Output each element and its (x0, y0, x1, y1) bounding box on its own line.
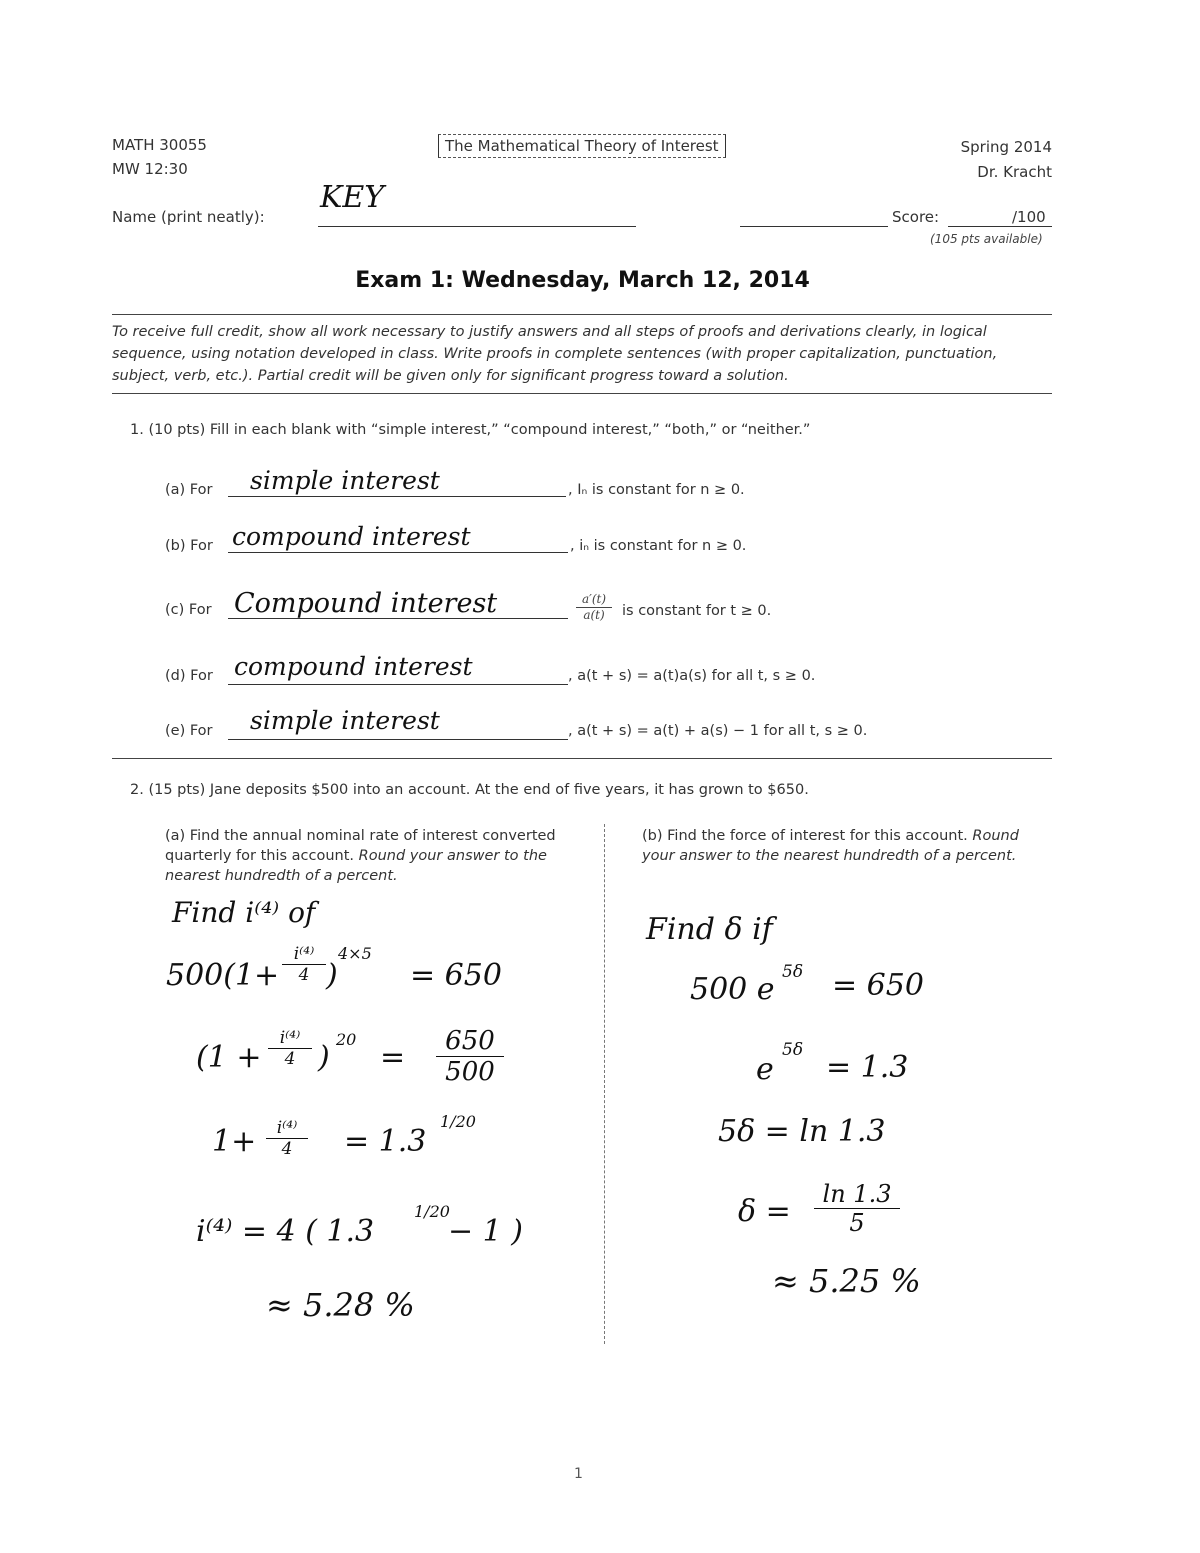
q2a-eq2-frac-den: 4 (284, 1049, 296, 1069)
q1c-frac-num: a′(t) (576, 592, 612, 608)
q2a-eq1-frac-den: 4 (298, 965, 310, 985)
q2b-eq2-exp: 5δ (782, 1040, 804, 1060)
q1c-answer: Compound interest (234, 588, 498, 619)
q1d-label: (d) For (165, 668, 213, 684)
q1-prompt: 1. (10 pts) Fill in each blank with “simple interest,” “compound interest,” “both,” or “neither.” (130, 422, 811, 438)
q1a-answer: simple interest (250, 466, 440, 495)
q2a-eq3-frac-den: 4 (281, 1139, 293, 1159)
q1b-blank (228, 552, 568, 553)
instructions-bottom-rule (112, 393, 1052, 394)
q2a-text: (a) Find the annual nominal rate of interest converted quarterly for this account. (165, 828, 556, 864)
q1c-frac-den: a(t) (583, 608, 605, 622)
q2a-eq3-left: 1+ (212, 1124, 257, 1159)
q2a-eq1-frac-num: i⁽⁴⁾ (282, 944, 326, 965)
q2b-prompt (642, 826, 1052, 866)
q2a-eq3-frac-num: i⁽⁴⁾ (266, 1118, 308, 1139)
q2b-eq4-frac (814, 1180, 900, 1237)
q1-bottom-rule (112, 758, 1052, 759)
q2a-eq2-left: (1 + (196, 1040, 262, 1075)
q2a-eq3-right: = 1.3 (344, 1124, 427, 1159)
instructor: Dr. Kracht (977, 163, 1052, 181)
q2b-eq1-left: 500 e (690, 972, 775, 1007)
q1a-tail: , Iₙ is constant for n ≥ 0. (568, 482, 745, 498)
score-line (948, 226, 1052, 227)
q2a-eq4-right: − 1 ) (448, 1214, 523, 1249)
term: Spring 2014 (960, 138, 1052, 156)
q2a-eq4-exp: 1/20 (414, 1202, 450, 1221)
exam-title: Exam 1: Wednesday, March 12, 2014 (355, 268, 810, 293)
q2a-eq1-paren: ) (326, 958, 338, 993)
instructions-top-rule (112, 314, 1052, 315)
q2a-eq2-equals: = (380, 1040, 406, 1075)
q2b-eq2-left: e (756, 1052, 774, 1087)
q1d-tail: , a(t + s) = a(t)a(s) for all t, s ≥ 0. (568, 668, 816, 684)
q1d-answer: compound interest (234, 652, 473, 681)
q1d-blank (228, 684, 568, 685)
q2b-work-find: Find δ if (646, 912, 773, 947)
q2a-eq2-rhs-den: 500 (445, 1057, 495, 1087)
q2a-eq1-exp: 4×5 (338, 944, 372, 963)
q2b-eq2-right: = 1.3 (826, 1050, 909, 1085)
q2-prompt: 2. (15 pts) Jane deposits $500 into an account. At the end of five years, it has grown to $650. (130, 782, 809, 798)
q2a-answer: ≈ 5.28 % (266, 1286, 415, 1324)
q1e-tail: , a(t + s) = a(t) + a(s) − 1 for all t, s ≥ 0. (568, 723, 868, 739)
q2b-eq4-frac-den: 5 (849, 1209, 865, 1237)
q2a-eq3-exp: 1/20 (440, 1112, 476, 1131)
q1c-label: (c) For (165, 602, 212, 618)
score-total: /100 (1012, 208, 1046, 226)
name-line (318, 226, 636, 227)
q1b-tail: , iₙ is constant for n ≥ 0. (570, 538, 747, 554)
q1a-blank (228, 496, 566, 497)
q2b-eq4-frac-num: ln 1.3 (814, 1180, 900, 1209)
q2b-eq1-right: = 650 (832, 968, 924, 1003)
q1c-tail: is constant for t ≥ 0. (622, 603, 772, 619)
instructions: To receive full credit, show all work necessary to justify answers and all steps of proofs and derivations clearly, in logical sequence, using notation developed in class. Write proofs in complete sentences (with proper capitalization, punctuation, subject, verb, etc.). Partial credit will be given only for significant progress toward a solution. (112, 324, 998, 384)
q2a-round: Round your answer to the nearest hundredth of a percent. (165, 848, 547, 884)
name-value: KEY (320, 180, 385, 215)
q1b-answer: compound interest (232, 522, 471, 551)
q2a-eq2-exp: 20 (336, 1030, 357, 1049)
q1a-label: (a) For (165, 482, 213, 498)
course-title: The Mathematical Theory of Interest (438, 134, 726, 158)
course-code: MATH 30055 (112, 136, 207, 154)
q2a-work-eq1-frac (282, 944, 326, 985)
q2a-eq1-right: = 650 (410, 958, 502, 993)
q1c-fraction (576, 592, 612, 623)
points-available: (105 pts available) (930, 232, 1043, 246)
q2b-round: Round your answer to the nearest hundredth of a percent. (642, 828, 1019, 864)
q2b-eq4-left: δ = (738, 1194, 791, 1229)
q2a-work-eq1-left: 500(1+ (166, 958, 280, 993)
q2b-eq1-exp: 5δ (782, 962, 804, 982)
q2a-work-find: Find i⁽⁴⁾ of (172, 896, 316, 929)
q2a-eq2-frac (268, 1028, 312, 1069)
page-number: 1 (574, 1466, 583, 1482)
q2a-prompt (165, 826, 573, 886)
q2b-text: (b) Find the force of interest for this account. (642, 828, 968, 844)
q1b-label: (b) For (165, 538, 213, 554)
q1e-answer: simple interest (250, 706, 440, 735)
column-divider (604, 824, 606, 1344)
q2a-eq2-frac-num: i⁽⁴⁾ (268, 1028, 312, 1049)
q2a-eq3-frac (266, 1118, 308, 1159)
q2a-eq2-paren: ) (318, 1040, 330, 1075)
q2a-eq2-rhs-num: 650 (436, 1026, 504, 1057)
q2b-answer: ≈ 5.25 % (772, 1262, 921, 1300)
q2a-eq4-left: i⁽⁴⁾ = 4 ( 1.3 (196, 1214, 375, 1249)
q2a-eq2-rhs-frac (436, 1026, 504, 1087)
q1e-blank (228, 739, 568, 740)
q2b-eq3: 5δ = ln 1.3 (718, 1114, 886, 1149)
q1e-label: (e) For (165, 723, 213, 739)
score-label: Score: (892, 208, 940, 226)
class-time: MW 12:30 (112, 160, 188, 178)
name-label: Name (print neatly): (112, 208, 265, 226)
score-line-left (740, 226, 888, 227)
